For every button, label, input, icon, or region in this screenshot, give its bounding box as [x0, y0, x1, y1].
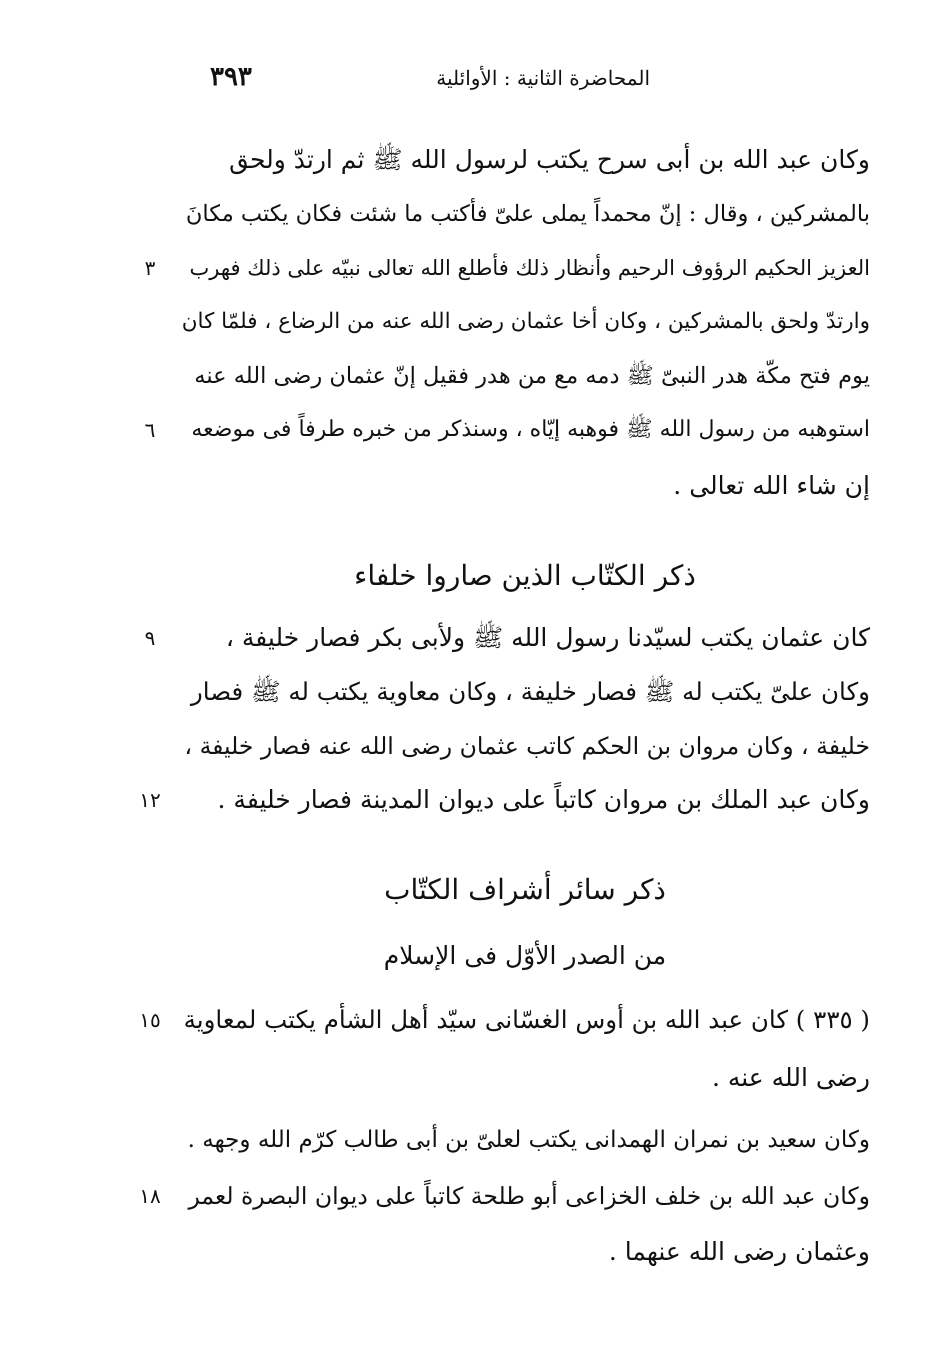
line-number: ٣ [144, 256, 156, 280]
running-head: المحاضرة الثانية : الأوائلية [436, 66, 650, 90]
line-number: ١٢ [139, 788, 161, 812]
line-number: ١٥ [139, 1008, 161, 1032]
section-heading: ذكر الكتّاب الذين صاروا خلفاء [354, 559, 696, 592]
text-line: استوهبه من رسول الله ﷺ فوهبه إيّاه ، وسنذكر من خبره طرفاً فى موضعه [191, 417, 870, 442]
line-number: ٦ [144, 418, 156, 442]
text-line: وعثمان رضى الله عنهما . [608, 1237, 870, 1266]
section-heading: ذكر سائر أشراف الكتّاب [384, 873, 666, 906]
page-number: ٣٩٣ [210, 62, 252, 92]
text-line: ( ٣٣٥ ) كان عبد الله بن أوس الغسّانى سيّد أهل الشأم يكتب لمعاوية [183, 1005, 870, 1034]
text-line: وارتدّ ولحق بالمشركين ، وكان أخا عثمان رضى الله عنه من الرضاع ، فلمّا كان [181, 309, 870, 334]
text-line: كان عثمان يكتب لسيّدنا رسول الله ﷺ ولأبى بكر فصار خليفة ، [225, 623, 870, 652]
text-line: العزيز الحكيم الرؤوف الرحيم وأنظار ذلك فأطلع الله تعالى نبيّه على ذلك فهرب [189, 256, 870, 280]
section-subheading: من الصدر الأوّل فى الإسلام [383, 941, 667, 970]
text-line: وكان عبد الله بن أبى سرح يكتب لرسول الله ﷺ ثم ارتدّ ولحق [229, 145, 870, 174]
text-line: إن شاء الله تعالى . [673, 471, 870, 500]
text-line: بالمشركين ، وقال : إنّ محمداً يملى علىّ فأكتب ما شئت فكان يكتب مكانَ [185, 201, 870, 227]
text-line: وكان علىّ يكتب له ﷺ فصار خليفة ، وكان معاوية يكتب له ﷺ فصار [190, 677, 870, 706]
line-number: ٩ [144, 626, 156, 650]
text-line: وكان عبد الملك بن مروان كاتباً على ديوان المدينة فصار خليفة . [217, 785, 870, 814]
text-line: رضى الله عنه . [711, 1063, 870, 1092]
page-header [180, 58, 690, 98]
text-line: خليفة ، وكان مروان بن الحكم كاتب عثمان رضى الله عنه فصار خليفة ، [184, 732, 870, 760]
text-line: وكان عبد الله بن خلف الخزاعى أبو طلحة كاتباً على ديوان البصرة لعمر [188, 1182, 870, 1210]
text-line: يوم فتح مكّة هدر النبىّ ﷺ دمه مع من هدر فقيل إنّ عثمان رضى الله عنه [194, 363, 870, 389]
line-number: ١٨ [139, 1184, 161, 1208]
text-line: وكان سعيد بن نمران الهمدانى يكتب لعلىّ بن أبى طالب كرّم الله وجهه . [187, 1127, 870, 1153]
